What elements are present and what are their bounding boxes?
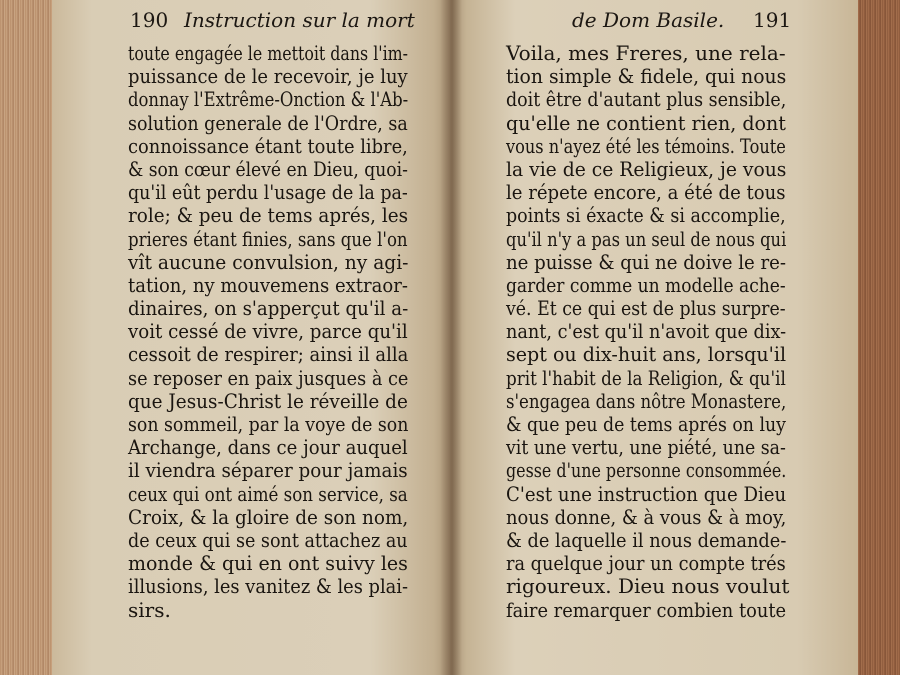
text-line: de ceux qui se sont attachez au [128,527,408,552]
text-line: prit l'habit de la Religion, & qu'il [506,365,786,390]
text-line: C'est une instruction que Dieu [506,481,787,506]
text-line: Croix, & la gloire de son nom, [128,504,409,529]
right-running-head: de Dom Basile. [572,8,725,32]
left-running-header [72,8,422,38]
text-line: toute engagée le mettoit dans l'im- [128,41,409,65]
text-line: doit être d'autant plus sensible, [506,87,787,112]
text-line: faire remarquer combien toute [506,597,787,622]
book-gutter [440,0,462,675]
text-line: & son cœur élevé en Dieu, quoi- [128,156,408,181]
text-line: le répete encore, a été de tous [506,180,786,205]
text-line: qu'il n'y a pas un seul de nous qui [506,226,787,251]
text-line: nous donne, & à vous & à moy, [506,504,787,529]
text-line: nant, c'est qu'il n'avoit que dix- [506,319,787,344]
text-line: gesse d'une personne consommée. [506,458,787,483]
right-page-text [506,41,790,622]
text-line: & que peu de tems aprés on luy [506,412,786,436]
right-page-number: 191 [753,8,792,32]
text-line: ceux qui ont aimé son service, sa [128,481,408,506]
text-line: illusions, les vanitez & les plai- [128,574,409,599]
text-line: se reposer en paix jusques à ce [128,365,409,390]
text-line: tion simple & fidele, qui nous [506,64,787,89]
text-line: vous n'ayez été les témoins. Toute [506,133,786,158]
text-line: solution generale de l'Ordre, sa [128,110,408,135]
text-line: connoissance étant toute libre, [128,133,408,158]
text-line: monde & qui en ont suivy les [128,551,408,576]
left-running-head: Instruction sur la mort [184,8,415,32]
text-line: vé. Et ce qui est de plus surpre- [506,296,786,321]
text-line: qu'il eût perdu l'usage de la pa- [128,180,408,205]
text-line: que Jesus-Christ le réveille de [128,388,408,413]
text-line: puissance de le recevoir, je luy [128,64,408,89]
text-line: sirs. [128,597,171,622]
text-line: tation, ny mouvemens extraor- [128,272,408,297]
text-line: Archange, dans ce jour auquel [128,435,408,460]
text-line: & de laquelle il nous demande- [506,527,787,552]
text-line: ra quelque jour un compte trés [506,551,786,576]
text-line: cessoit de respirer; ainsi il alla [128,342,409,367]
text-line: s'engagea dans nôtre Monastere, [506,388,787,413]
text-line: voit cessé de vivre, parce qu'il [128,319,408,344]
text-line: qu'elle ne contient rien, dont [506,110,786,135]
text-line: rigoureux. Dieu nous voulut [506,574,790,599]
text-line: garder comme un modelle ache- [506,272,786,297]
text-line: prieres étant finies, sans que l'on [128,226,408,251]
text-line: la vie de ce Religieux, je vous [506,156,787,181]
text-line: vit une vertu, une piété, une sa- [506,435,786,460]
text-line: sept ou dix-huit ans, lorsqu'il [506,342,787,367]
text-line: dinaires, on s'apperçut qu'il a- [128,296,409,321]
text-line: role; & peu de tems aprés, les [128,203,409,228]
text-line: il viendra séparer pour jamais [128,458,408,483]
text-line: points si éxacte & si accomplie, [506,203,786,228]
book-edge-left [0,0,58,675]
text-line: ne puisse & qui ne doive le re- [506,249,787,274]
left-page-number: 190 [130,8,169,32]
text-line: son sommeil, par la voye de son [128,412,409,436]
book-edge-right [852,0,900,675]
right-running-header [462,8,842,38]
left-page-text [128,42,408,622]
text-line: vît aucune convulsion, ny agi- [128,249,409,274]
text-line: donnay l'Extrême-Onction & l'Ab- [128,87,409,112]
text-line: Voila, mes Freres, une rela- [506,41,786,65]
